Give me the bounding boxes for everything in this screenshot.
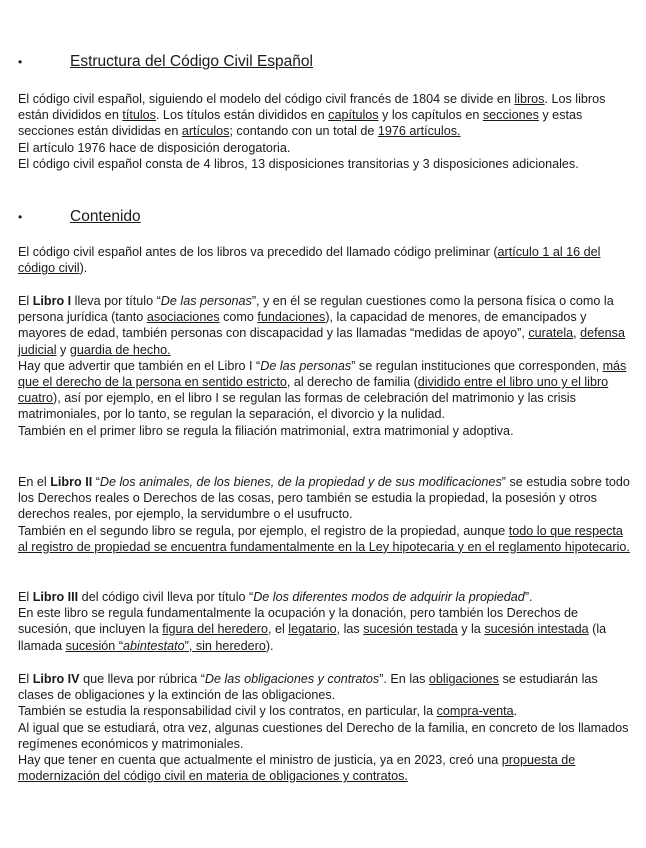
link-libros: libros <box>514 92 545 106</box>
text-line: El código civil español, siguiendo el modelo del código civil francés de 1804 se divide en libros. Los libros están divididos en títulos. Los títulos están divididos en capítulos y los capítulos en secciones y estas secciones están divididas en artículos; contando con un total de 1976 artículos. <box>18 92 606 139</box>
underlined-comma: , <box>464 720 469 735</box>
link-articulo-1-16: artículo 1 al 16 del código civil <box>18 245 601 276</box>
link-obligaciones: obligaciones <box>428 672 499 686</box>
libro-label: Libro IV <box>32 672 80 686</box>
text-line: En este libro se regula fundamentalmente la ocupación y la donación, pero también los Derechos de sucesión, que incluyen la figura del heredero, el legatario, las sucesión testada y la sucesión intestada (la llamada sucesión “abintestato”, sin heredero). <box>18 606 607 653</box>
libro-label: Libro I <box>32 294 72 308</box>
link-figura-del-heredero: figura del heredero <box>162 622 268 637</box>
text-line: Hay que tener en cuenta que actualmente el ministro de justicia, ya en 2023, creó una propuesta de modernización del código civil en materia de obligaciones y contratos. <box>18 753 576 784</box>
libro-label: Libro III <box>32 590 79 604</box>
link-defensa-judicial: defensa judicial <box>18 326 625 357</box>
paragraph-libro-1 <box>18 293 634 439</box>
link-sucesion-intestada: sucesión intestada <box>484 622 589 637</box>
link-fundaciones: fundaciones <box>257 310 326 325</box>
text-line: Al igual que se estudiará, otra vez, algunas cuestiones del Derecho de la familia, en concreto de los llamados regímenes económicos y matrimoniales. <box>18 720 629 751</box>
text-line: El Libro IV que lleva por rúbrica “De las obligaciones y contratos”. En las obligaciones se estudiarán las clases de obligaciones y la extinción de las obligaciones. <box>18 672 598 703</box>
text-line: El código civil español antes de los libros va precedido del llamado código preliminar (artículo 1 al 16 del código civil). <box>18 245 601 276</box>
link-curatela: curatela <box>528 326 574 341</box>
paragraph-intro <box>18 244 634 276</box>
text-line: En el Libro II “De los animales, de los bienes, de la propiedad y de sus modificaciones” se estudia sobre todo los Derechos reales o Derechos de las cosas, pero también se estudia la propiedad, la posesión y otros derechos reales, por ejemplo, la servidumbre o el usufructo. <box>18 475 630 522</box>
link-legatario: legatario <box>288 622 337 637</box>
paragraph-libro-2 <box>18 474 634 555</box>
text-line: Hay que advertir que también en el Libro I “De las personas” se regulan instituciones que corresponden, más que el derecho de la persona en sentido estricto, al derecho de familia (dividido entre el libro uno y el libro cuatro), así por ejemplo, en el libro I se regulan las formas de celebración del matrimonio y las crisis matrimoniales, por lo tanto, se regulan la separación, el divorcio y la nulidad. <box>18 358 627 422</box>
text-line: También en el segundo libro se regula, por ejemplo, el registro de la propiedad, aunque todo lo que respecta al registro de propiedad se encuentra fundamentalmente en la Ley hipotecaria y en el reglamento hipotecario. <box>18 523 630 554</box>
bullet: • <box>18 210 23 224</box>
link-secciones: secciones <box>482 108 539 123</box>
paragraph-libro-4 <box>18 671 634 784</box>
link-compra-venta: compra-venta <box>436 704 514 719</box>
link-propuesta-modernizacion: propuesta de modernización del código civil en materia de obligaciones y contratos. <box>18 753 576 784</box>
text-line: El Libro I lleva por título “De las personas”, y en él se regulan cuestiones como la persona física o como la persona jurídica (tanto asociaciones como fundaciones), la capacidad de menores, de emancipados y mayores de edad, también personas con discapacidad y las llamadas “medidas de apoyo”, curatela, defensa judicial y guardia de hecho. <box>18 294 625 357</box>
heading-title: Contenido <box>70 208 141 225</box>
paragraph-estructura <box>18 91 634 172</box>
link-asociaciones: asociaciones <box>146 310 220 325</box>
text-line: El artículo 1976 hace de disposición derogatoria. <box>18 140 291 155</box>
link-ley-hipotecaria: todo lo que respecta al registro de propiedad se encuentra fundamentalmente en la Ley hipotecaria y en el reglamento hipotecario. <box>18 523 630 554</box>
link-guardia-de-hecho: guardia de hecho. <box>69 342 171 357</box>
link-capitulos: capítulos <box>328 108 379 123</box>
link-titulos: títulos <box>122 108 156 123</box>
link-dividido-entre-libros: dividido entre el libro uno y el libro cuatro <box>18 375 609 406</box>
libro-label: Libro II <box>50 475 93 489</box>
link-mas-que-el-derecho: más que el derecho de la persona en sentido estricto <box>18 358 627 390</box>
link-abintestato: sucesión “abintestato”, sin heredero <box>65 638 266 653</box>
paragraph-libro-3 <box>18 589 634 654</box>
text-line: También en el primer libro se regula la filiación matrimonial, extra matrimonial y adoptiva. <box>18 423 514 438</box>
link-total-articulos: 1976 artículos. <box>377 124 461 139</box>
text-line: El código civil español consta de 4 libros, 13 disposiciones transitorias y 3 disposiciones adicionales. <box>18 156 579 171</box>
link-sucesion-testada: sucesión testada <box>363 622 458 637</box>
link-articulos: artículos <box>181 124 230 139</box>
heading-title: Estructura del Código Civil Español <box>70 53 313 70</box>
bullet: • <box>18 55 23 69</box>
text-line: El Libro III del código civil lleva por título “De los diferentes modos de adquirir la propiedad”. <box>18 590 533 604</box>
text-line: También se estudia la responsabilidad civil y los contratos, en particular, la compra-venta. <box>18 704 518 719</box>
